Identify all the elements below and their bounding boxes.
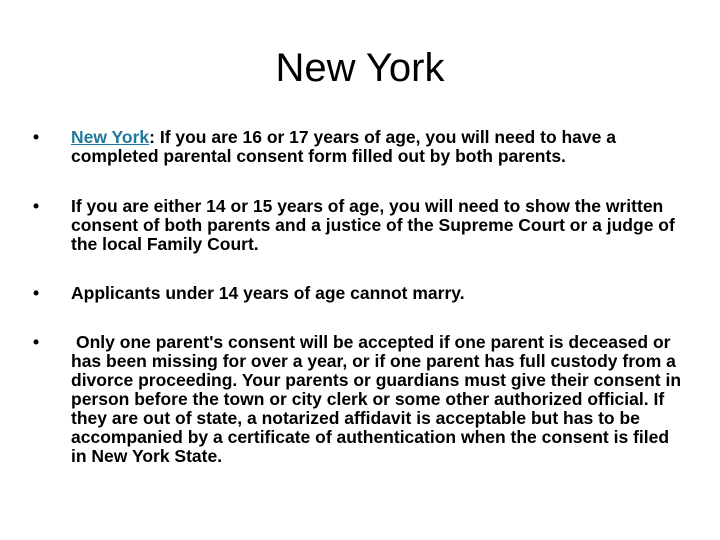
bullet-icon: • [33,332,40,352]
bullet-item [33,284,683,303]
bullet-text: Only one parent's consent will be accepted if one parent is deceased or has been missing for over a year, or if one parent has full custody from a divorce proceeding. Your parents or guardians must give their consent in person before the town or city clerk or some other authorized official. If they are out of state, a notarized affidavit is acceptable but has to be accompanied by a certificate of authentication when the consent is filed in New York State. [71,332,682,466]
bullet-icon: • [33,127,40,147]
bullet-item [33,128,683,166]
bullet-icon: • [33,283,40,303]
bullet-item [33,333,683,466]
new-york-link[interactable]: New York [71,127,150,147]
bullet-text-rest: : If you are 16 or 17 years of age, you will need to have a completed parental consent form filled out by both parents. [71,127,616,166]
bullet-text: If you are either 14 or 15 years of age, you will need to show the written consent of both parents and a justice of the Supreme Court or a judge of the local Family Court. [71,196,675,254]
bullet-text: Applicants under 14 years of age cannot marry. [71,283,465,303]
slide-title: New York [275,46,445,90]
bullet-text [71,128,683,166]
bullet-item [33,197,683,254]
bullet-icon: • [33,196,40,216]
